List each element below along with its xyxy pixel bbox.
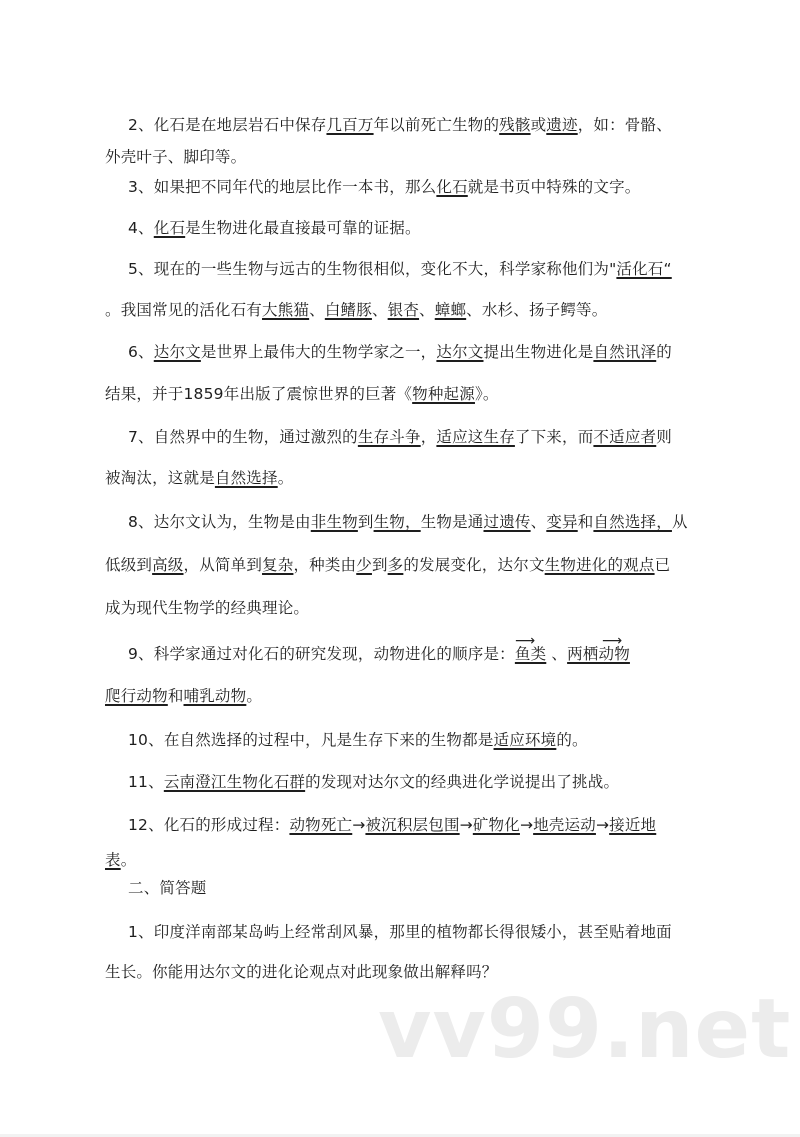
text-line — [105, 686, 262, 706]
text-segment: ，从简单到 — [183, 556, 263, 574]
answer-blank: 几百万 — [326, 116, 374, 134]
text-line — [128, 512, 688, 532]
text-segment: 和 — [167, 687, 184, 705]
text-line — [128, 878, 207, 898]
text-segment: 。 — [120, 851, 137, 869]
answer-blank: 化石 — [153, 219, 186, 237]
text-line — [105, 147, 246, 167]
text-line — [128, 427, 672, 447]
text-line — [105, 555, 670, 575]
answer-blank: 矿物化 — [472, 816, 520, 834]
text-segment: 的发现对达尔文的经典进化学说提出了挑战。 — [305, 773, 620, 791]
answer-blank: 银杏 — [387, 301, 420, 319]
text-line — [128, 115, 672, 135]
answer-blank: 非生物 — [310, 513, 358, 531]
text-segment: 了下来，而 — [514, 428, 594, 446]
text-segment: 4、 — [128, 219, 154, 237]
text-segment: 到 — [371, 556, 388, 574]
text-segment: 结果，并于1859年出版了震惊世界的巨著《 — [105, 385, 413, 403]
answer-blank: 化石 — [436, 178, 468, 196]
text-line — [128, 342, 672, 362]
answer-blank: 变异 — [546, 513, 578, 531]
text-segment: 生长。你能用达尔文的进化论观点对此现象做出解释吗？ — [105, 963, 498, 981]
text-segment: 已 — [654, 556, 671, 574]
answer-blank: 自然讯泽 — [593, 343, 657, 361]
text-line — [105, 300, 607, 320]
text-segment: 5、现在的一些生物与远古的生物很相似，变化不大，科学家称他们为" — [128, 260, 617, 278]
answer-blank: 达尔文 — [153, 343, 201, 361]
text-line — [105, 598, 309, 618]
arrow-icon: ⟶ — [602, 633, 623, 649]
answer-blank: 爬行动物 — [105, 687, 168, 705]
text-segment: 或 — [530, 116, 547, 134]
text-segment: 10、在自然选择的过程中，凡是生存下来的生物都是 — [128, 731, 494, 749]
text-segment: 1、印度洋南部某岛屿上经常刮风暴，那里的植物都长得很矮小，甚至贴着地面 — [128, 923, 672, 941]
text-line — [105, 962, 498, 982]
text-segment: 的 — [656, 343, 672, 361]
answer-blank: 活化石“ — [616, 260, 672, 278]
text-line — [128, 644, 630, 664]
text-segment: 8、达尔文认为，生物是由 — [128, 513, 311, 531]
answer-blank: 接近地 — [609, 816, 657, 834]
answer-blank: 不适应者 — [593, 428, 657, 446]
answer-blank: 生物， — [373, 513, 421, 531]
text-segment: 年以前死亡生物的 — [373, 116, 500, 134]
text-segment: → — [459, 816, 473, 834]
text-line — [128, 922, 672, 942]
answer-blank: 生物进化的观点 — [544, 556, 655, 574]
text-segment: 》。 — [474, 385, 499, 403]
text-segment: 就是书页中特殊的文字。 — [467, 178, 641, 196]
answer-blank: 残骸 — [499, 116, 531, 134]
watermark: vv99.net — [378, 982, 792, 1077]
text-segment: 、 — [546, 645, 568, 663]
answer-blank: 表 — [105, 851, 121, 869]
answer-blank: 大熊猫 — [262, 301, 310, 319]
text-segment: 11、 — [128, 773, 164, 791]
text-segment: → — [595, 816, 610, 834]
text-segment: 成为现代生物学的经典理论。 — [105, 599, 310, 617]
text-segment: 则 — [656, 428, 672, 446]
text-segment: 生物是通 — [420, 513, 484, 531]
text-segment: 二、简答题 — [128, 879, 207, 897]
text-segment: 提出生物进化是 — [483, 343, 594, 361]
text-segment: 9、科学家通过对化石的研究发现，动物进化的顺序是： — [128, 645, 515, 663]
answer-blank: 自然选择 — [214, 469, 278, 487]
answer-blank: 动物死亡 — [289, 816, 353, 834]
answer-blank: 物种起源 — [412, 385, 475, 403]
answer-blank: 适应这生存 — [436, 428, 515, 446]
answer-blank: 多 — [387, 556, 404, 574]
text-segment: 、 — [309, 301, 325, 319]
text-line — [128, 259, 672, 279]
text-segment: 。我国常见的活化石有 — [105, 301, 263, 319]
text-segment: 。 — [246, 687, 263, 705]
answer-blank: 地壳运动 — [533, 816, 596, 834]
answer-blank: 哺乳动物 — [183, 687, 247, 705]
answer-blank: 自然选择， — [593, 513, 672, 531]
text-segment: 是世界上最伟大的生物学家之一， — [200, 343, 437, 361]
answer-blank: 鱼类 — [514, 645, 547, 663]
text-segment: ， — [420, 428, 437, 446]
text-segment: ，如：骨骼、 — [577, 116, 672, 134]
text-segment: ，种类由 — [293, 556, 357, 574]
answer-blank: 被沉积层包围 — [365, 816, 460, 834]
text-line — [128, 177, 640, 197]
text-segment: → — [519, 816, 534, 834]
text-segment: 2、化石是在地层岩石中保存 — [128, 116, 327, 134]
text-segment: 是生物进化最直接最可靠的证据。 — [185, 219, 421, 237]
answer-blank: 复杂 — [262, 556, 294, 574]
text-segment: 、水杉、扬子鳄等。 — [466, 301, 608, 319]
text-segment: 外壳叶子、脚印等。 — [105, 148, 247, 166]
text-line — [128, 772, 619, 792]
text-line — [128, 815, 656, 835]
answer-blank: 少 — [356, 556, 372, 574]
answer-blank: 白鳍豚 — [324, 301, 372, 319]
text-segment: → — [352, 816, 366, 834]
text-segment: 3、如果把不同年代的地层比作一本书，那么 — [128, 178, 437, 196]
text-segment: 的。 — [556, 731, 588, 749]
text-segment: 到 — [357, 513, 374, 531]
answer-blank: 适应环境 — [493, 731, 557, 749]
answer-blank: 生存斗争 — [357, 428, 421, 446]
text-segment: 、 — [371, 301, 388, 319]
text-segment: 和 — [577, 513, 594, 531]
text-segment: 、 — [530, 513, 547, 531]
text-segment: 、 — [419, 301, 435, 319]
text-segment: 低级到 — [105, 556, 153, 574]
text-line — [128, 730, 588, 750]
text-segment: 从 — [671, 513, 688, 531]
text-segment: 12、化石的形成过程： — [128, 816, 290, 834]
answer-blank: 遗迹 — [546, 116, 578, 134]
text-segment: 。 — [277, 469, 294, 487]
text-segment: 的发展变化，达尔文 — [403, 556, 545, 574]
answer-blank: 两栖动物 — [567, 645, 630, 663]
text-segment: 7、自然界中的生物，通过激烈的 — [128, 428, 358, 446]
answer-blank: 达尔文 — [436, 343, 484, 361]
text-line — [128, 218, 421, 238]
text-line — [105, 384, 499, 404]
text-line — [105, 850, 136, 870]
text-segment: 被淘汰，这就是 — [105, 469, 215, 487]
text-line — [105, 468, 293, 488]
answer-blank: 云南澄江生物化石群 — [163, 773, 306, 791]
answer-blank: 高级 — [152, 556, 184, 574]
arrow-icon: ⟶ — [515, 633, 536, 649]
answer-blank: 过遗传 — [483, 513, 531, 531]
text-segment: 6、 — [128, 343, 154, 361]
answer-blank: 蟑螂 — [434, 301, 467, 319]
